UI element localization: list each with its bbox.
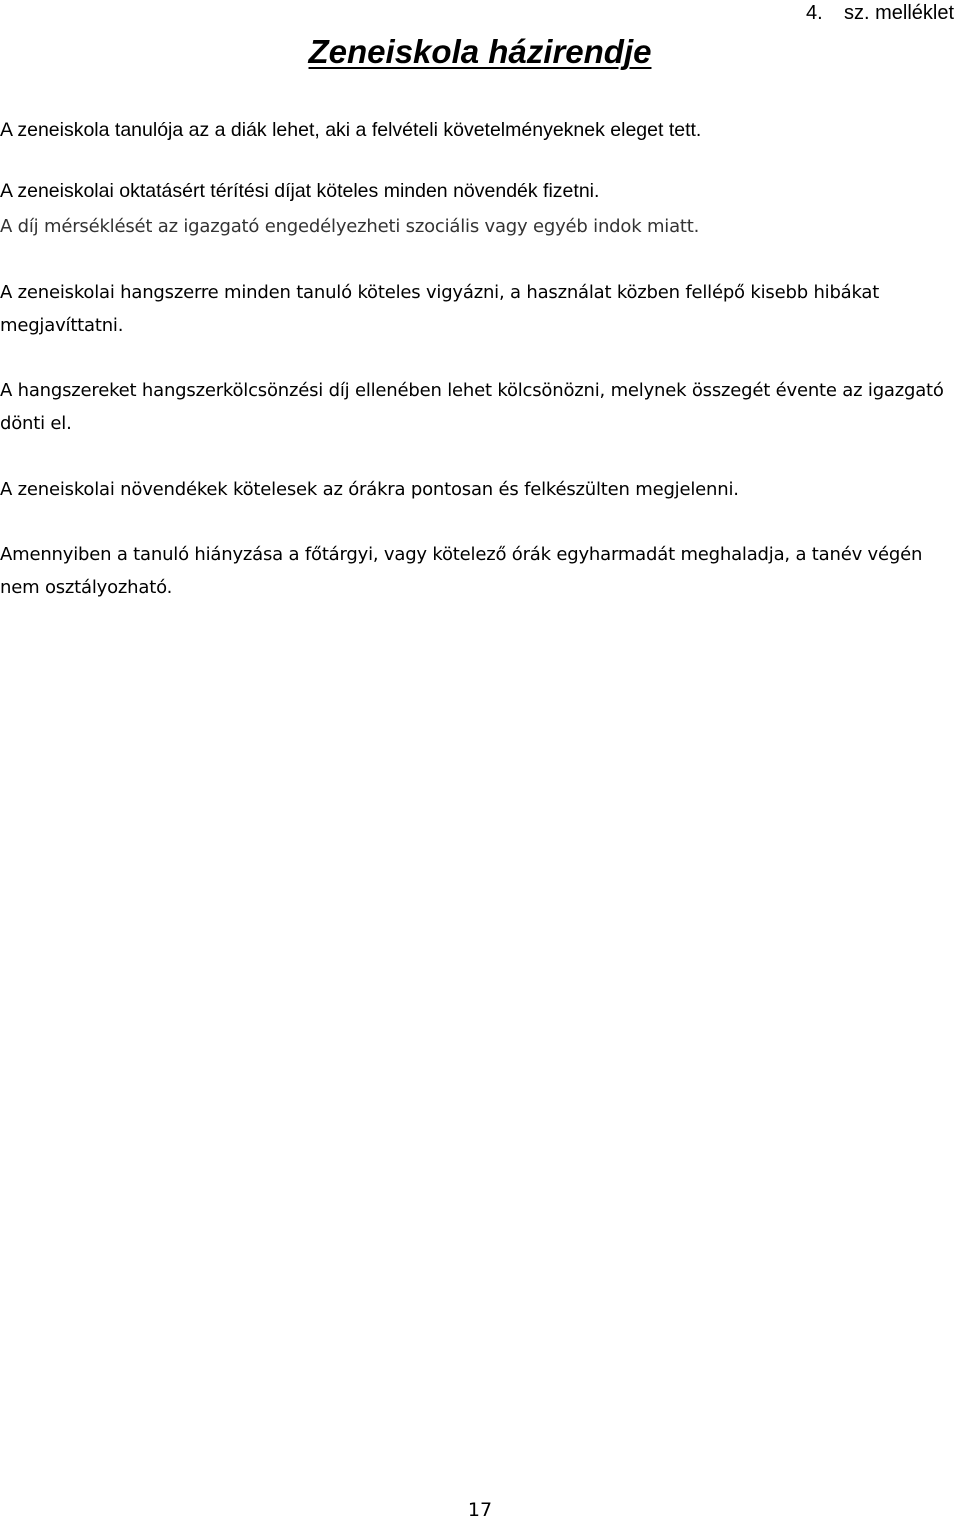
- paragraph-absence-rule: Amennyiben a tanuló hiányzása a főtárgyi, vagy kötelező órák egyharmadát meghaladja, a tanév végén nem osztályozható.: [0, 544, 923, 598]
- paragraph-instrument-rental: A hangszereket hangszerkölcsönzési díj ellenében lehet kölcsönözni, melynek összegét évente az igazgató dönti el.: [0, 380, 944, 434]
- paragraph-admission: A zeneiskola tanulója az a diák lehet, aki a felvételi követelményeknek eleget tett.: [0, 119, 702, 141]
- paragraph-fee-reduction: A díj mérséklését az igazgató engedélyezheti szociális vagy egyéb indok miatt.: [0, 216, 700, 237]
- annex-text: sz. melléklet: [844, 2, 955, 24]
- paragraph-instrument-care: A zeneiskolai hangszerre minden tanuló köteles vigyázni, a használat közben fellépő kisebb hibákat megjavíttatni.: [0, 282, 880, 336]
- document-title-text: Zeneiskola házirendje: [308, 33, 652, 70]
- paragraph-attendance: A zeneiskolai növendékek kötelesek az órákra pontosan és felkészülten megjelenni.: [0, 479, 739, 500]
- paragraph-tuition-fee: A zeneiskolai oktatásért térítési díjat köteles minden növendék fizetni.: [0, 180, 600, 202]
- annex-number: 4.: [806, 2, 823, 24]
- annex-label: [806, 0, 954, 26]
- page-number: 17: [467, 1499, 493, 1521]
- document-title: [0, 32, 960, 72]
